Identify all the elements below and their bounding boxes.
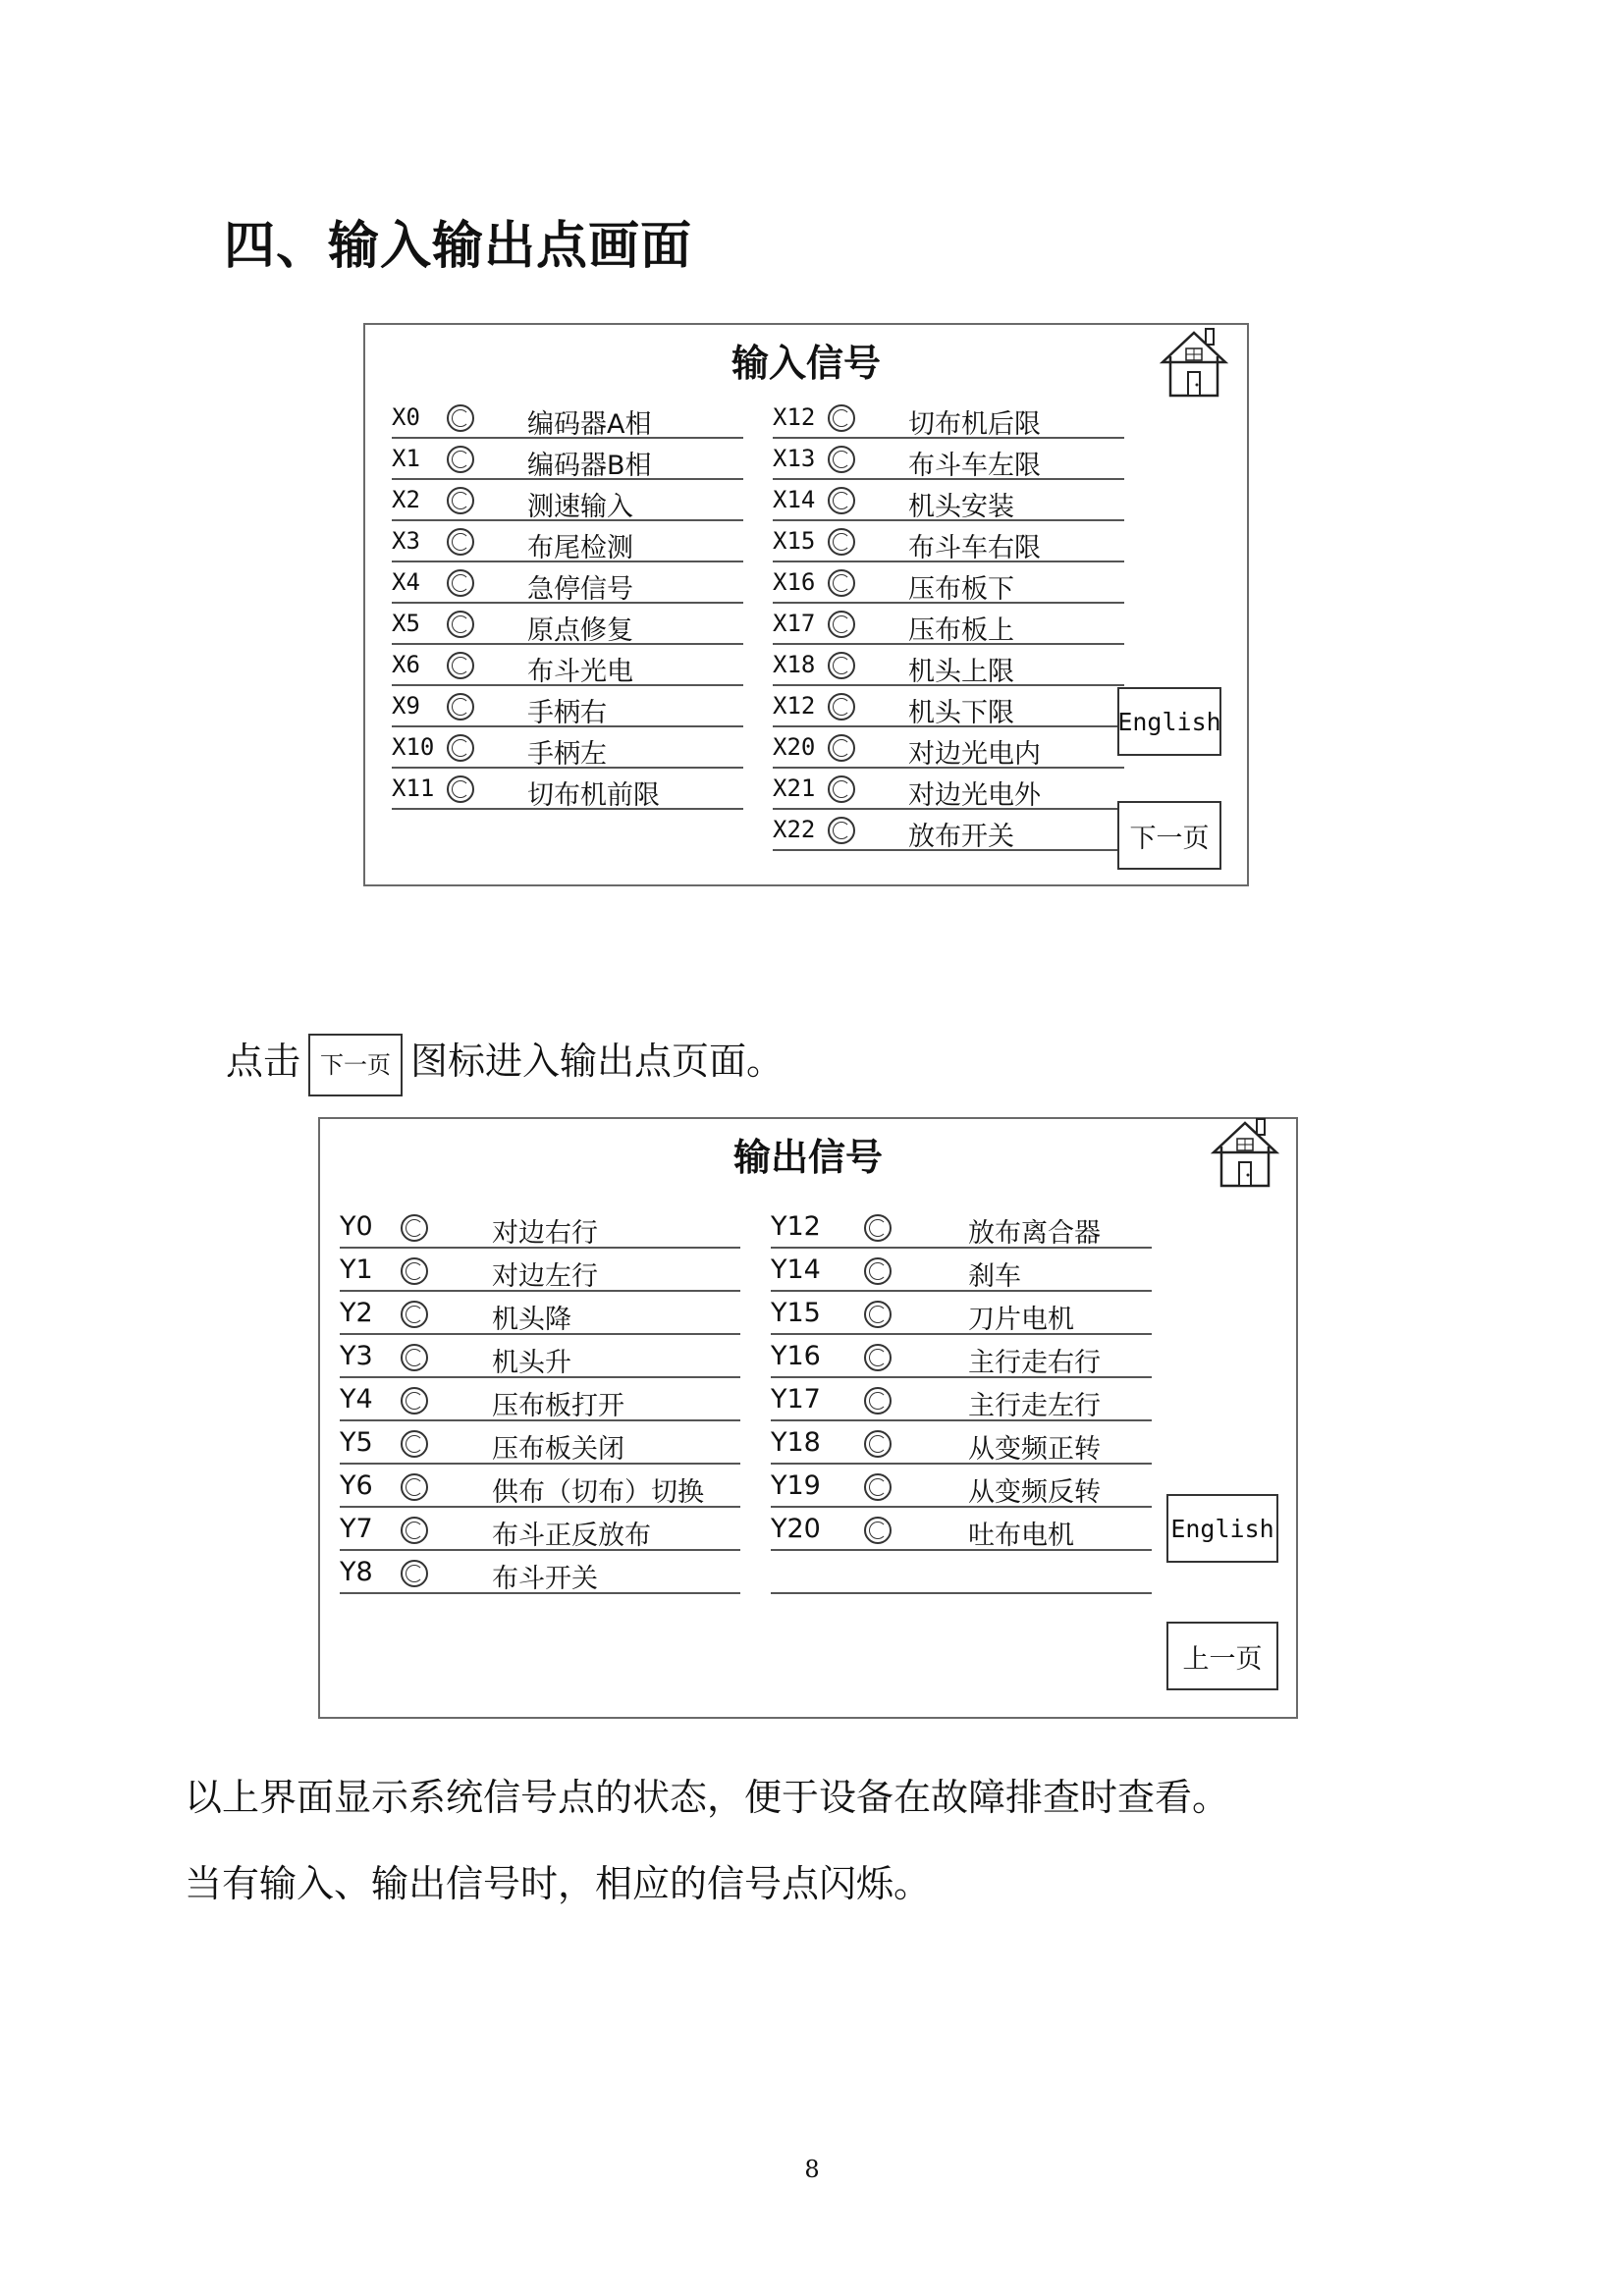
signal-indicator-icon — [401, 1214, 428, 1242]
signal-code: X14 — [773, 486, 816, 513]
signal-row — [773, 727, 1124, 769]
signal-indicator-icon — [828, 775, 855, 803]
signal-label: 压布板打开 — [492, 1391, 624, 1421]
signal-label: 布斗光电 — [527, 657, 633, 687]
signal-code: X21 — [773, 774, 816, 802]
instruction-line — [226, 1031, 784, 1096]
signal-row — [773, 480, 1124, 521]
signal-row — [392, 727, 743, 769]
signal-code: Y5 — [340, 1427, 373, 1458]
signal-label: 放布离合器 — [968, 1218, 1101, 1249]
signal-row — [392, 398, 743, 439]
signal-label: 切布机后限 — [908, 409, 1041, 440]
signal-label: 对边右行 — [492, 1218, 598, 1249]
signal-indicator-icon — [447, 446, 474, 473]
instruction-after: 图标进入输出点页面。 — [410, 1040, 785, 1083]
signal-row — [771, 1205, 1152, 1249]
signal-code: X16 — [773, 568, 816, 596]
signal-label: 编码器A相 — [527, 409, 652, 440]
signal-indicator-icon — [828, 487, 855, 514]
output-signal-panel — [318, 1117, 1298, 1719]
signal-label: 布斗正反放布 — [492, 1521, 651, 1551]
signal-row — [773, 686, 1124, 727]
signal-label: 压布板关闭 — [492, 1434, 624, 1465]
signal-row — [771, 1335, 1152, 1378]
signal-indicator-icon — [401, 1257, 428, 1285]
signal-code: Y0 — [340, 1211, 373, 1242]
signal-row — [773, 398, 1124, 439]
signal-label: 手柄左 — [527, 739, 607, 770]
signal-label: 吐布电机 — [968, 1521, 1074, 1551]
signal-row — [773, 645, 1124, 686]
signal-row — [773, 810, 1124, 851]
signal-code: X12 — [773, 403, 816, 431]
signal-label: 布斗车左限 — [908, 451, 1041, 481]
home-icon[interactable] — [1159, 325, 1229, 403]
signal-label: 布斗开关 — [492, 1564, 598, 1594]
signal-label: 手柄右 — [527, 698, 607, 728]
output-right-column — [771, 1205, 1152, 1594]
signal-label: 机头上限 — [908, 657, 1014, 687]
signal-label: 从变频反转 — [968, 1477, 1101, 1508]
signal-label: 供布（切布）切换 — [492, 1477, 704, 1508]
signal-row — [392, 480, 743, 521]
signal-code: Y2 — [340, 1298, 373, 1328]
signal-code: X0 — [392, 403, 420, 431]
signal-indicator-icon — [447, 528, 474, 556]
signal-label: 切布机前限 — [527, 780, 660, 811]
signal-row — [771, 1421, 1152, 1465]
signal-code: Y1 — [340, 1255, 373, 1285]
signal-indicator-icon — [401, 1387, 428, 1415]
signal-code: X13 — [773, 445, 816, 472]
page-number: 8 — [804, 2156, 820, 2183]
signal-code: X2 — [392, 486, 420, 513]
signal-label: 布斗车右限 — [908, 533, 1041, 563]
signal-indicator-icon — [864, 1473, 892, 1501]
signal-row — [771, 1508, 1152, 1551]
signal-row — [340, 1551, 740, 1594]
signal-row — [773, 521, 1124, 562]
signal-indicator-icon — [401, 1517, 428, 1544]
instruction-before: 点击 — [226, 1040, 301, 1083]
signal-label: 压布板上 — [908, 615, 1014, 646]
signal-code: X10 — [392, 733, 435, 761]
signal-label: 原点修复 — [527, 615, 633, 646]
signal-indicator-icon — [447, 734, 474, 762]
signal-indicator-icon — [864, 1214, 892, 1242]
signal-row — [771, 1292, 1152, 1335]
signal-code: Y4 — [340, 1384, 373, 1415]
signal-code: X12 — [773, 692, 816, 720]
signal-indicator-icon — [828, 817, 855, 844]
signal-indicator-icon — [864, 1430, 892, 1458]
signal-code: X20 — [773, 733, 816, 761]
signal-indicator-icon — [828, 693, 855, 721]
signal-row — [340, 1508, 740, 1551]
signal-indicator-icon — [447, 611, 474, 638]
signal-row — [771, 1249, 1152, 1292]
signal-code: X22 — [773, 816, 816, 843]
inline-next-page-button: 下一页 — [308, 1034, 403, 1096]
signal-label: 对边光电内 — [908, 739, 1041, 770]
signal-row — [773, 439, 1124, 480]
signal-indicator-icon — [864, 1257, 892, 1285]
signal-row — [392, 521, 743, 562]
english-button[interactable]: English — [1117, 687, 1221, 756]
signal-code: X5 — [392, 610, 420, 637]
signal-indicator-icon — [864, 1301, 892, 1328]
signal-row — [392, 439, 743, 480]
signal-indicator-icon — [828, 734, 855, 762]
input-signal-panel — [363, 323, 1249, 886]
signal-code: X18 — [773, 651, 816, 678]
signal-row — [340, 1205, 740, 1249]
signal-label: 对边左行 — [492, 1261, 598, 1292]
signal-code: X4 — [392, 568, 420, 596]
signal-indicator-icon — [401, 1430, 428, 1458]
signal-row — [340, 1378, 740, 1421]
signal-code: X11 — [392, 774, 435, 802]
signal-row — [340, 1335, 740, 1378]
signal-indicator-icon — [828, 404, 855, 432]
signal-row — [392, 769, 743, 810]
signal-row — [773, 562, 1124, 604]
signal-row — [392, 562, 743, 604]
signal-indicator-icon — [401, 1344, 428, 1371]
signal-code: X1 — [392, 445, 420, 472]
signal-indicator-icon — [864, 1344, 892, 1371]
signal-row — [340, 1421, 740, 1465]
signal-label: 对边光电外 — [908, 780, 1041, 811]
signal-code: Y17 — [771, 1384, 821, 1415]
signal-code: X9 — [392, 692, 420, 720]
signal-label: 压布板下 — [908, 574, 1014, 605]
output-left-column — [340, 1205, 740, 1594]
signal-label: 急停信号 — [527, 574, 633, 605]
signal-label: 编码器B相 — [527, 451, 652, 481]
signal-label: 放布开关 — [908, 822, 1014, 852]
signal-code: X15 — [773, 527, 816, 555]
home-icon[interactable] — [1210, 1115, 1280, 1194]
signal-label: 刹车 — [968, 1261, 1021, 1292]
signal-row — [771, 1551, 1152, 1594]
signal-row — [340, 1465, 740, 1508]
signal-label: 主行走左行 — [968, 1391, 1101, 1421]
signal-code: X3 — [392, 527, 420, 555]
signal-indicator-icon — [828, 652, 855, 679]
signal-row — [392, 686, 743, 727]
english-button[interactable]: English — [1166, 1494, 1278, 1563]
signal-label: 机头降 — [492, 1305, 571, 1335]
input-panel-title: 输入信号 — [731, 342, 881, 385]
prev-page-button[interactable]: 上一页 — [1166, 1622, 1278, 1690]
signal-label: 从变频正转 — [968, 1434, 1101, 1465]
signal-indicator-icon — [401, 1473, 428, 1501]
signal-indicator-icon — [864, 1387, 892, 1415]
signal-indicator-icon — [447, 775, 474, 803]
signal-code: Y8 — [340, 1557, 373, 1587]
next-page-button[interactable]: 下一页 — [1117, 801, 1221, 870]
output-panel-title: 输出信号 — [732, 1136, 883, 1179]
signal-code: Y3 — [340, 1341, 373, 1371]
signal-indicator-icon — [447, 569, 474, 597]
signal-label: 刀片电机 — [968, 1305, 1074, 1335]
signal-row — [392, 645, 743, 686]
signal-label: 主行走右行 — [968, 1348, 1101, 1378]
signal-code: Y6 — [340, 1470, 373, 1501]
signal-row — [773, 604, 1124, 645]
signal-indicator-icon — [447, 404, 474, 432]
signal-indicator-icon — [828, 611, 855, 638]
signal-label: 机头安装 — [908, 492, 1014, 522]
signal-indicator-icon — [864, 1517, 892, 1544]
signal-label: 机头升 — [492, 1348, 571, 1378]
signal-code: Y15 — [771, 1298, 821, 1328]
signal-row — [771, 1465, 1152, 1508]
signal-code: Y19 — [771, 1470, 821, 1501]
signal-indicator-icon — [828, 528, 855, 556]
signal-indicator-icon — [401, 1301, 428, 1328]
signal-label: 机头下限 — [908, 698, 1014, 728]
input-right-column — [773, 398, 1124, 851]
signal-row — [340, 1292, 740, 1335]
signal-code: Y18 — [771, 1427, 821, 1458]
signal-code: Y7 — [340, 1514, 373, 1544]
description-paragraph: 当有输入、输出信号时，相应的信号点闪烁。 — [185, 1862, 932, 1905]
signal-label: 布尾检测 — [527, 533, 633, 563]
signal-row — [392, 604, 743, 645]
input-left-column — [392, 398, 743, 810]
signal-row — [771, 1378, 1152, 1421]
signal-code: Y14 — [771, 1255, 821, 1285]
signal-code: X17 — [773, 610, 816, 637]
signal-label: 测速输入 — [527, 492, 633, 522]
signal-code: X6 — [392, 651, 420, 678]
signal-indicator-icon — [447, 693, 474, 721]
signal-indicator-icon — [828, 569, 855, 597]
signal-indicator-icon — [401, 1560, 428, 1587]
signal-indicator-icon — [447, 487, 474, 514]
signal-code: Y12 — [771, 1211, 821, 1242]
signal-code: Y20 — [771, 1514, 821, 1544]
signal-row — [340, 1249, 740, 1292]
signal-indicator-icon — [447, 652, 474, 679]
signal-code: Y16 — [771, 1341, 821, 1371]
section-heading: 四、输入输出点画面 — [224, 216, 693, 276]
description-paragraph: 以上界面显示系统信号点的状态，便于设备在故障排查时查看。 — [185, 1776, 1230, 1819]
signal-indicator-icon — [828, 446, 855, 473]
signal-row — [773, 769, 1124, 810]
